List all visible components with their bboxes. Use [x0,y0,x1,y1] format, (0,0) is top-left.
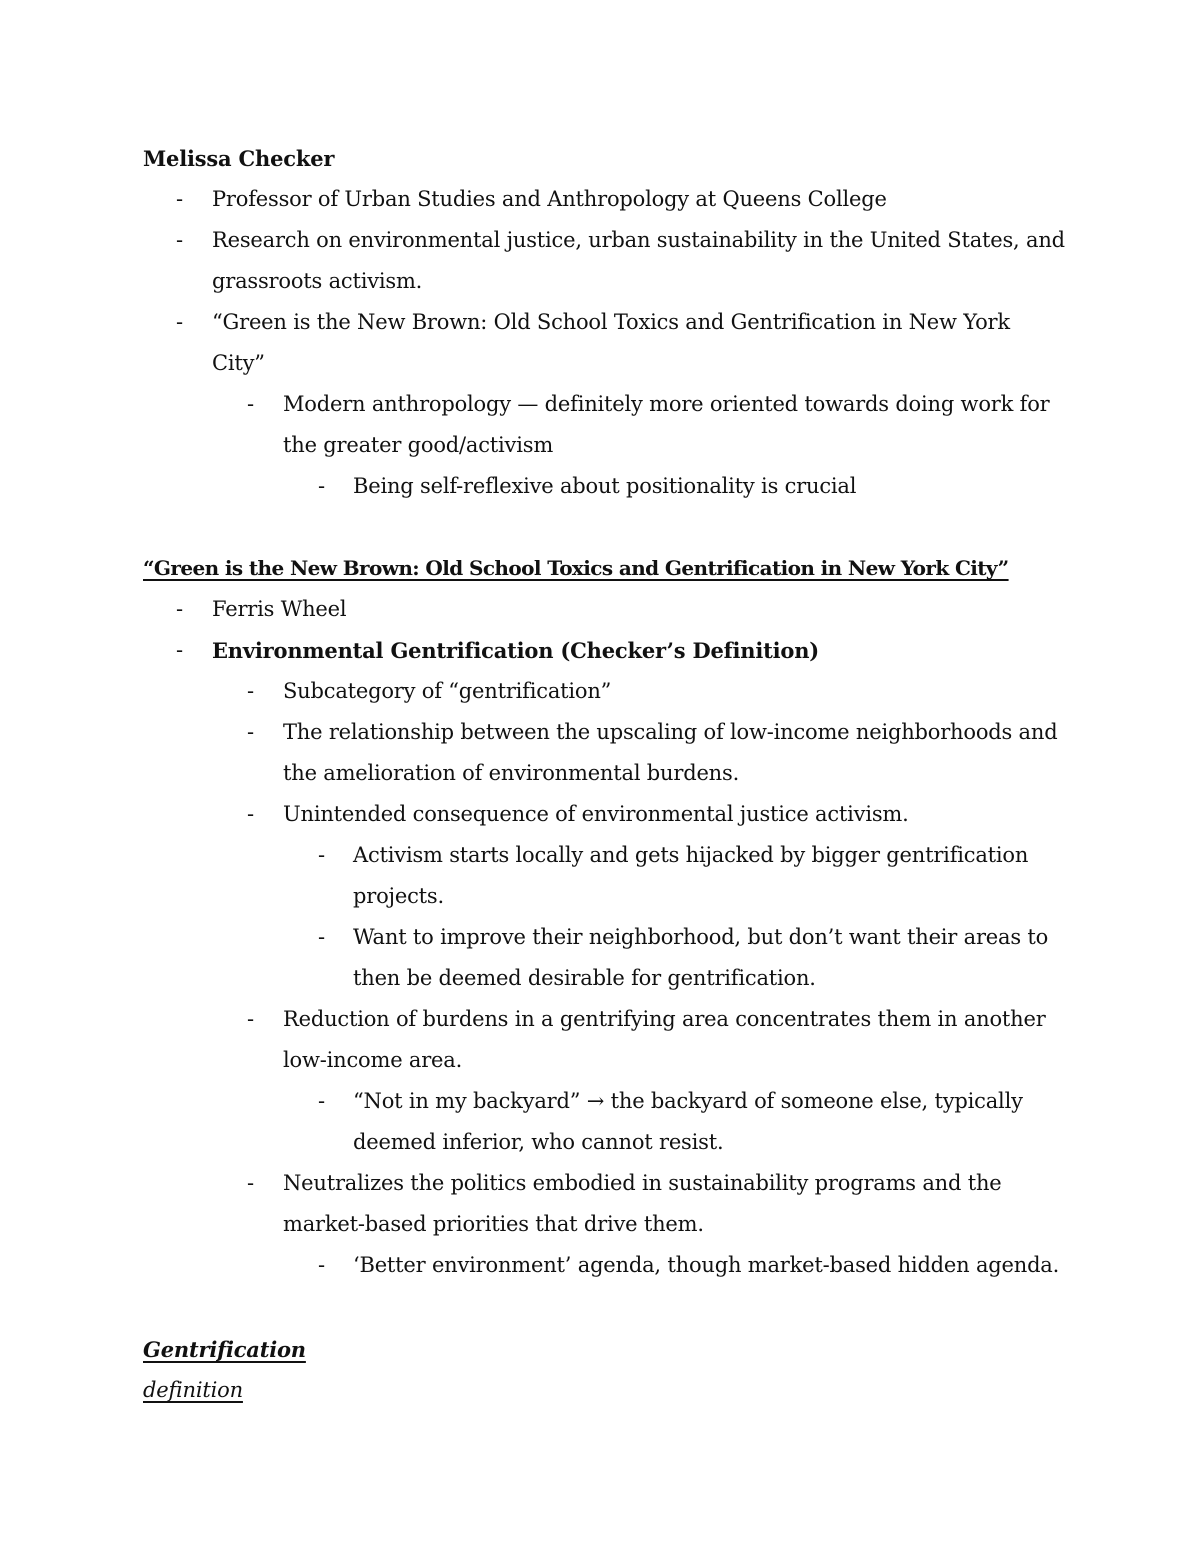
list-item: Ferris Wheel [212,597,347,621]
heading-article-title: “Green is the New Brown: Old School Toxics and Gentrification in New York City” [143,556,1009,580]
bullet-dash: - [247,1171,255,1195]
bullet-dash: - [318,1089,326,1113]
heading-melissa-checker: Melissa Checker [143,146,335,171]
list-item: Unintended consequence of environmental justice activism. [283,802,909,826]
env-gentrification-qualifier: (Checker’s Definition) [553,638,819,663]
list-item-continuation: projects. [353,884,444,908]
list-item: Neutralizes the politics embodied in sustainability programs and the [283,1171,1002,1195]
list-item-continuation: low-income area. [283,1048,463,1072]
bullet-dash: - [318,843,326,867]
list-item: “Not in my backyard” → the backyard of someone else, typically [353,1089,1023,1113]
bullet-dash: - [247,802,255,826]
list-item: Reduction of burdens in a gentrifying area concentrates them in another [283,1007,1046,1031]
list-item-continuation: then be deemed desirable for gentrification. [353,966,816,990]
list-item-continuation: the amelioration of environmental burdens. [283,761,740,785]
list-item: Subcategory of “gentrification” [283,679,612,703]
bullet-dash: - [247,392,255,416]
list-item-continuation: City” [212,351,265,375]
list-item-continuation: grassroots activism. [212,269,423,293]
bullet-dash: - [247,1007,255,1031]
bullet-dash: - [176,228,184,252]
bullet-dash: - [318,1253,326,1277]
subheading-definition: definition [143,1378,243,1402]
list-item: The relationship between the upscaling of low-income neighborhoods and [283,720,1058,744]
list-item: Activism starts locally and gets hijacked by bigger gentrification [353,843,1029,867]
bullet-dash: - [176,597,184,621]
bullet-dash: - [176,310,184,334]
list-item-env-gentrification [212,630,819,672]
heading-gentrification: Gentrification [143,1337,306,1362]
list-item: Modern anthropology — definitely more oriented towards doing work for [283,392,1050,416]
list-item-continuation: the greater good/activism [283,433,554,457]
bullet-dash: - [318,474,326,498]
list-item: “Green is the New Brown: Old School Toxics and Gentrification in New York [212,310,1010,334]
list-item-continuation: market-based priorities that drive them. [283,1212,704,1236]
list-item-continuation: deemed inferior, who cannot resist. [353,1130,724,1154]
list-item: Professor of Urban Studies and Anthropology at Queens College [212,187,887,211]
bullet-dash: - [318,925,326,949]
bullet-dash: - [247,720,255,744]
env-gentrification-term: Environmental Gentrification [212,638,554,663]
list-item: Want to improve their neighborhood, but don’t want their areas to [353,925,1049,949]
bullet-dash: - [247,679,255,703]
bullet-dash: - [176,187,184,211]
list-item: Research on environmental justice, urban sustainability in the United States, and [212,228,1065,252]
bullet-dash: - [176,638,184,662]
list-item: ‘Better environment’ agenda, though market-based hidden agenda. [353,1253,1060,1277]
list-item: Being self-reflexive about positionality is crucial [353,474,857,498]
